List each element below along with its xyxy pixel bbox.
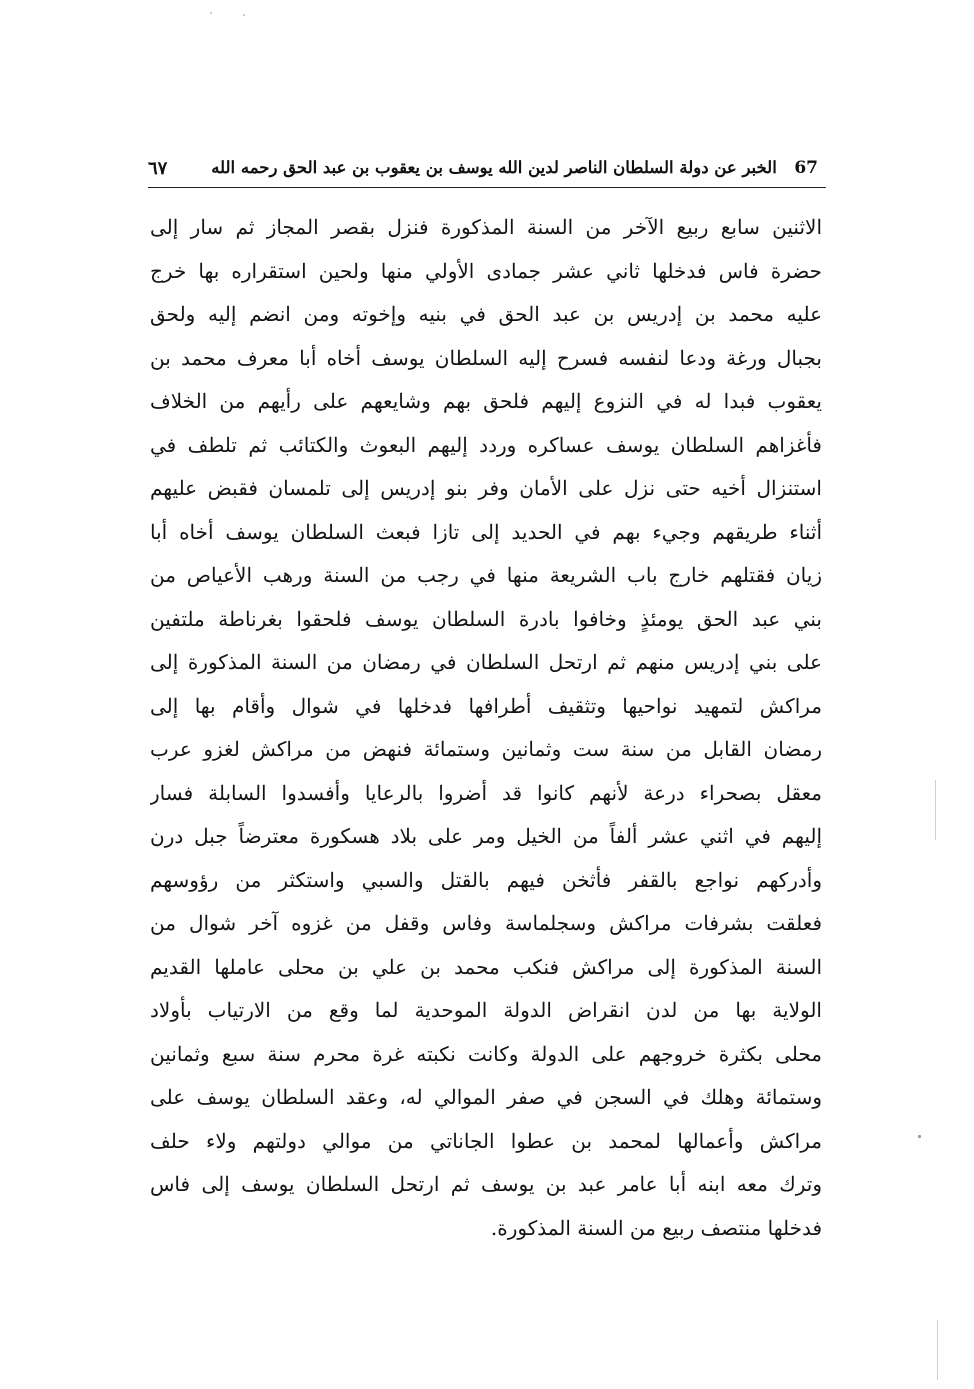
text-line: استنزال أخيه حتى نزل على الأمان وفر بنو إدريس إلى تلمسان فقبض عليهم	[150, 476, 822, 500]
text-line: وأدركهم نواجع بالقفر فأثخن فيهم بالقتل والسبي واستكثر من رؤوسهم	[150, 867, 822, 892]
text-line: محلى بكثرة خروجهم على الدولة وكانت نكبته غرة محرم سنة سبع وثمانين	[150, 1041, 822, 1066]
text-line: الولاية بها من لدن انقراض الدولة الموحدية لما وقع من الارتياب بأولاد	[150, 998, 822, 1022]
text-line: زيان فقتلهم خارج باب الشريعة منها في رجب من السنة ورهب الأعياص من	[150, 563, 822, 587]
text-line: عليه محمد بن إدريس بن عبد الحق في بنيه وإخوته ومن انضم إليه ولحق	[150, 302, 822, 326]
page-number-arabic: ٦٧	[148, 158, 168, 179]
text-line: رمضان القابل من سنة ست وثمانين وستمائة فنهض من مراكش لغزو عرب	[150, 737, 822, 761]
text-line: مراكش وأعمالها لمحمد بن عطوا الجاناتي من موالي دولتهم ولاء حلف	[150, 1128, 822, 1153]
text-line: وستمائة وهلك في السجن في صفر الموالي له، وعقد السلطان يوسف على	[150, 1085, 822, 1109]
text-line: على بني إدريس منهم ثم ارتحل السلطان في رمضان من السنة المذكورة إلى	[150, 650, 822, 674]
text-line: مراكش لتمهيد نواحيها وتثقيف أطرافها فدخلها في شوال وأقام بها إلى	[150, 693, 822, 718]
scan-edge-mark	[937, 1320, 938, 1380]
scan-edge-mark	[935, 780, 936, 840]
text-line-last: فدخلها منتصف ربيع من السنة المذكورة.	[490, 1215, 822, 1240]
scan-speck	[918, 1135, 921, 1138]
page-number-latin: 67	[794, 158, 818, 178]
text-line: معقل بصحراء درعة لأنهم كانوا قد أضروا بالرعايا وأفسدوا السابلة فسار	[150, 780, 822, 805]
running-title: الخبر عن دولة السلطان الناصر لدين الله يوسف بن يعقوب بن عبد الحق رحمه الله	[211, 158, 777, 177]
text-line: السنة المذكورة إلى مراكش فنكب محمد بن علي بن محلى عاملها القديم	[150, 954, 822, 979]
text-line: يعقوب فبدا له في النزوع إليهم فلحق بهم وشايعهم على رأيهم من الخلاف	[150, 389, 822, 413]
text-line: إليهم في اثني عشر ألفاً من الخيل ومر على بلاد هسكورة معترضاً جبل درن	[150, 824, 822, 848]
scan-speck	[243, 14, 245, 16]
header-rule	[148, 187, 826, 188]
body-text	[150, 206, 822, 1250]
scan-speck	[210, 12, 212, 14]
text-line: وترك معه ابنه أبا عامر عبد بن يوسف ثم ارتحل السلطان يوسف إلى فاس	[150, 1172, 822, 1196]
text-line: فأغزاهم السلطان يوسف عساكره وردد إليهم البعوث والكتائب ثم تلطف في	[150, 432, 822, 457]
page-header	[148, 152, 824, 186]
text-line: حضرة فاس فدخلها ثاني عشر جمادى الأولي منها ولحين استقراره بها خرج	[150, 258, 822, 283]
text-line: أثناء طريقهم وجيء بهم في الحديد إلى تازا فبعث السلطان يوسف أخاه أبا	[150, 519, 822, 544]
text-line: بجبال ورغة ودعا لنفسه فسرح إليه السلطان يوسف أخاه أبا معرف محمد بن	[150, 345, 822, 370]
text-line: بني عبد الحق يومئذٍ وخافوا بادرة السلطان يوسف فلحقوا بغرناطة ملتفين	[150, 606, 822, 631]
text-line: فعلقت بشرفات مراكش وسجلماسة وفاس وقفل من غزوه آخر شوال من	[150, 911, 822, 935]
text-line: الاثنين سابع ربيع الآخر من السنة المذكورة فنزل بقصر المجاز ثم سار إلى	[150, 215, 822, 239]
